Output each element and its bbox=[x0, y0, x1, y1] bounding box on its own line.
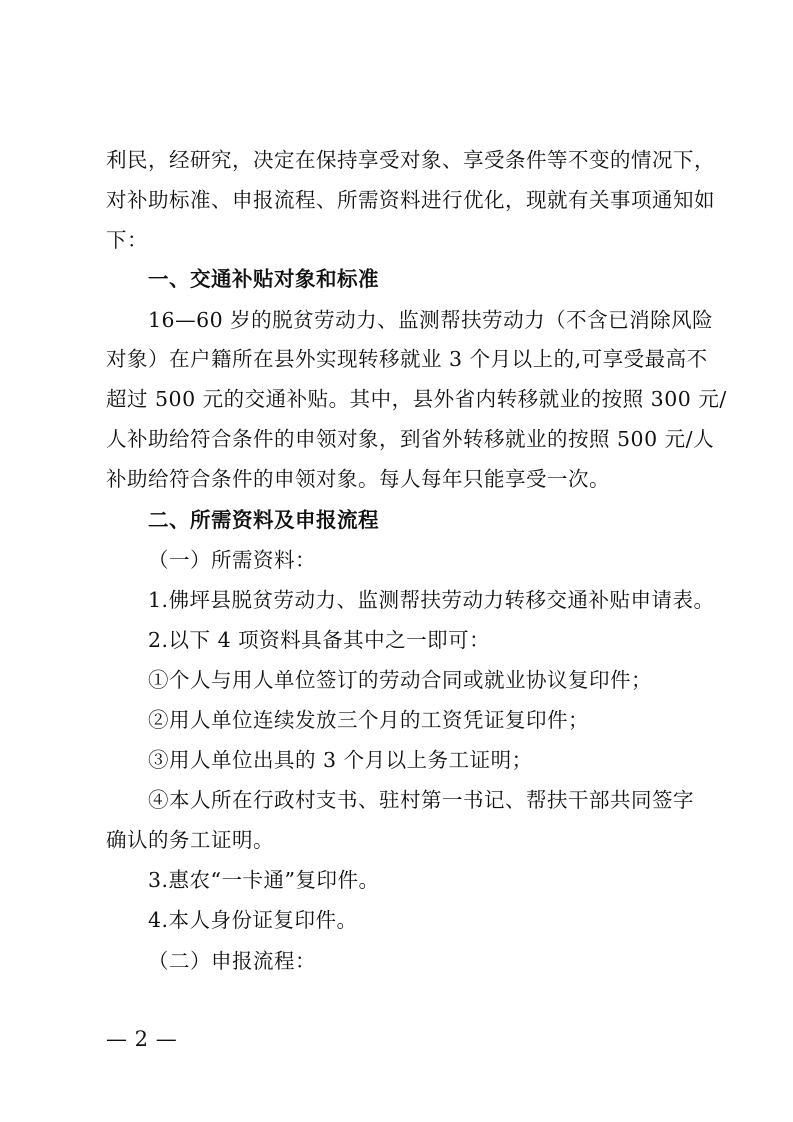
list-item: 3.惠农“一卡通”复印件。 bbox=[148, 868, 380, 892]
list-item: 4.本人身份证复印件。 bbox=[148, 908, 358, 932]
list-item: ④本人所在行政村支书、驻村第一书记、帮扶干部共同签字 bbox=[148, 788, 694, 812]
body-text-line: 下： bbox=[106, 228, 148, 252]
list-item: 2.以下 4 项资料具备其中之一即可： bbox=[148, 628, 491, 652]
list-item: ②用人单位连续发放三个月的工资凭证复印件； bbox=[148, 708, 589, 732]
page-number: — 2 — bbox=[106, 1027, 178, 1051]
list-item: ①个人与用人单位签订的劳动合同或就业协议复印件； bbox=[148, 668, 652, 692]
body-text-line: 对象）在户籍所在县外实现转移就业 3 个月以上的,可享受最高不 bbox=[106, 347, 708, 371]
section-heading-1: 一、交通补贴对象和标准 bbox=[148, 267, 379, 291]
list-item: 1.佛坪县脱贫劳动力、监测帮扶劳动力转移交通补贴申请表。 bbox=[148, 588, 715, 612]
body-text-line: 补助给符合条件的申领对象。每人每年只能享受一次。 bbox=[106, 467, 610, 491]
body-text-line: 超过 500 元的交通补贴。其中，县外省内转移就业的按照 300 元/ bbox=[106, 387, 727, 411]
section-heading-2: 二、所需资料及申报流程 bbox=[148, 508, 379, 532]
list-item: ③用人单位出具的 3 个月以上务工证明； bbox=[148, 748, 533, 772]
body-text-line: 人补助给符合条件的申领对象，到省外转移就业的按照 500 元/人 bbox=[106, 427, 715, 451]
body-text-line: 对补助标准、申报流程、所需资料进行优化，现就有关事项通知如 bbox=[106, 188, 715, 212]
subsection-heading: （一）所需资料： bbox=[148, 548, 316, 572]
subsection-heading: （二）申报流程： bbox=[148, 949, 316, 973]
body-text-line: 利民，经研究，决定在保持享受对象、享受条件等不变的情况下， bbox=[106, 148, 715, 172]
body-text-line: 16—60 岁的脱贫劳动力、监测帮扶劳动力（不含已消除风险 bbox=[148, 308, 714, 332]
body-text-line: 确认的务工证明。 bbox=[106, 828, 274, 852]
